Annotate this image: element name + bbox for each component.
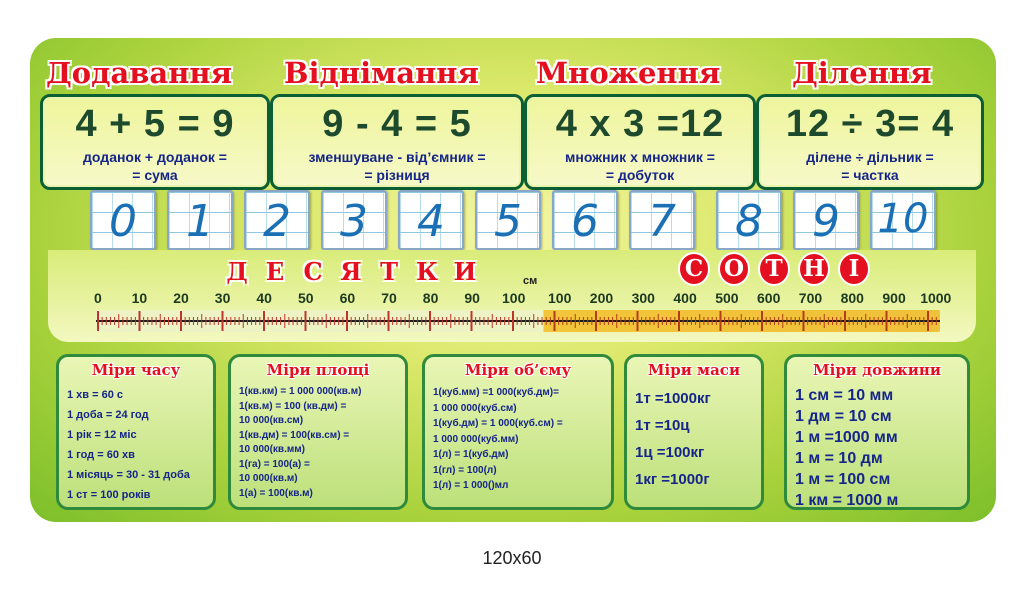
measure-line: 1(куб.мм) =1 000(куб.дм)= xyxy=(433,387,559,398)
digit-card-6 xyxy=(552,190,618,250)
measure-line: 1(гл) = 100(л) xyxy=(433,464,497,476)
measure-line: 1кг =1000г xyxy=(635,471,710,488)
mass-measures-box xyxy=(624,354,764,510)
measure-line: 1 рік = 12 міс xyxy=(67,429,137,441)
area-measures-title: Міри площі xyxy=(266,361,370,379)
ruler-tens-label: 50 xyxy=(298,290,314,306)
ruler-hundreds-label: 300 xyxy=(631,290,655,306)
measure-line: 1 м =1000 мм xyxy=(795,429,898,446)
digit-6: 6 xyxy=(571,196,599,247)
measure-line: 1 000 000(куб.мм) xyxy=(433,433,519,445)
measure-line: 1т =1000кг xyxy=(635,390,711,407)
subtraction-title: Віднімання xyxy=(284,56,479,90)
ruler-tens-label: 60 xyxy=(339,290,356,306)
size-label: 120x60 xyxy=(482,548,542,568)
division-card xyxy=(756,94,984,190)
ruler-tens-label: 80 xyxy=(422,290,439,306)
tens-letter-6: К xyxy=(416,257,438,286)
mass-measures-list xyxy=(635,385,757,493)
ruler-hundreds-label: 100 xyxy=(548,290,572,306)
ruler-hundreds-label: 900 xyxy=(882,290,906,306)
poster-board xyxy=(30,38,996,522)
ruler-hundreds-label: 600 xyxy=(757,290,781,306)
measure-line: 1(л) = 1(куб.дм) xyxy=(433,449,509,460)
ruler-tens-label: 0 xyxy=(94,290,102,306)
time-measures-box xyxy=(56,354,216,510)
measure-line: 1(га) = 100(а) = xyxy=(239,458,310,470)
volume-measures-box xyxy=(422,354,614,510)
volume-measures-title: Міри об’єму xyxy=(464,361,572,379)
measure-line: 1 м = 10 дм xyxy=(795,450,883,467)
measure-line: 1 дм = 10 см xyxy=(795,408,892,425)
measure-line: 1(куб.дм) = 1 000(куб.см) = xyxy=(433,418,563,429)
digit-card-2 xyxy=(244,190,310,250)
division-desc-line-2: = частка xyxy=(841,167,899,183)
digit-10: 10 xyxy=(877,196,929,242)
addition-card xyxy=(40,94,270,190)
volume-measures-list xyxy=(433,385,607,494)
division-desc-line-1: ділене ÷ дільник = xyxy=(806,149,934,165)
measure-line: 1 год = 60 хв xyxy=(67,449,135,461)
time-measures-list xyxy=(67,385,209,505)
measure-line: 1 місяць = 30 - 31 доба xyxy=(67,469,190,481)
multiplication-desc-line-2: = добуток xyxy=(605,167,675,183)
tens-letter-4: Я xyxy=(340,257,362,286)
ruler-hundreds-label: 700 xyxy=(798,290,823,306)
digit-4: 4 xyxy=(417,196,445,247)
tens-letter-1: Д xyxy=(226,257,248,286)
digit-0: 0 xyxy=(109,196,137,247)
digit-1: 1 xyxy=(186,196,214,247)
digit-5: 5 xyxy=(494,196,522,247)
digit-card-4 xyxy=(398,190,464,250)
measure-line: 1(л) = 1 000()мл xyxy=(433,480,509,491)
multiplication-card xyxy=(524,94,756,190)
ruler-bar xyxy=(96,310,940,332)
ruler-tens-label: 70 xyxy=(381,290,397,306)
digit-card-8 xyxy=(716,190,782,250)
subtraction-card xyxy=(270,94,524,190)
tens-letter-7: И xyxy=(453,257,477,286)
digit-card-3 xyxy=(321,190,387,250)
ruler-tens-label: 40 xyxy=(256,290,272,306)
measure-line: 1т =10ц xyxy=(635,417,690,434)
measure-line: 1 км = 1000 м xyxy=(795,492,899,509)
measure-line: 1 ст = 100 років xyxy=(67,489,151,501)
digit-3: 3 xyxy=(340,196,368,247)
length-measures-list xyxy=(795,385,963,511)
time-measures-title: Міри часу xyxy=(91,361,181,379)
addition-equation: 4 + 5 = 9 xyxy=(75,103,235,145)
measure-line: 10 000(кв.см) xyxy=(239,415,304,426)
ruler-hundreds-label: 500 xyxy=(715,290,739,306)
digit-card-9 xyxy=(793,190,859,250)
measure-line: 1(кв.м) = 100 (кв.дм) = xyxy=(239,400,347,412)
multiplication-equation: 4 x 3 =12 xyxy=(555,103,725,145)
ruler-hundreds-label: 1000 xyxy=(920,290,952,306)
length-measures-title: Міри довжини xyxy=(813,361,941,379)
digit-card-10 xyxy=(870,190,936,250)
digit-2: 2 xyxy=(263,196,291,247)
hundreds-letter-3: Т xyxy=(758,252,790,286)
multiplication-desc-line-1: множник х множник = xyxy=(565,149,715,165)
digit-card-1 xyxy=(167,190,233,250)
measure-line: 10 000(кв.мм) xyxy=(239,444,305,455)
measure-line: 1(а) = 100(кв.м) xyxy=(239,487,313,499)
measure-line: 1 хв = 60 с xyxy=(67,389,123,401)
digit-7: 7 xyxy=(648,196,676,247)
ruler-tens-label: 10 xyxy=(131,290,148,306)
ruler-hundreds-label: 800 xyxy=(840,290,864,306)
multiplication-title: Множення xyxy=(536,56,721,90)
hundreds-letter-5: І xyxy=(838,252,870,286)
division-title: Ділення xyxy=(792,56,932,90)
digit-8: 8 xyxy=(735,196,763,247)
ruler-tens-label: 20 xyxy=(173,290,189,306)
hundreds-letter-2: О xyxy=(718,252,750,286)
ruler-unit: см xyxy=(523,275,538,287)
addition-desc-line-2: = сума xyxy=(132,167,178,183)
ruler-hundreds-label: 400 xyxy=(673,290,697,306)
ruler-tens-label: 100 xyxy=(502,290,526,306)
digit-card-5 xyxy=(475,190,541,250)
subtraction-desc-line-2: = різниця xyxy=(364,167,430,183)
subtraction-equation: 9 - 4 = 5 xyxy=(322,103,472,145)
digit-9: 9 xyxy=(812,196,840,247)
division-equation: 12 ÷ 3= 4 xyxy=(785,103,955,145)
measure-line: 1ц =100кг xyxy=(635,444,705,461)
tens-letter-2: Е xyxy=(265,257,285,286)
ruler-tens-label: 90 xyxy=(464,290,480,306)
hundreds-letter-4: Н xyxy=(798,252,830,286)
subtraction-desc-line-1: зменшуване - від’ємник = xyxy=(308,149,486,165)
hundreds-letter-1: С xyxy=(678,252,710,286)
tens-letter-5: Т xyxy=(380,257,398,286)
measure-line: 1 000 000(куб.см) xyxy=(433,402,517,414)
measure-line: 1(кв.км) = 1 000 000(кв.м) xyxy=(239,386,362,397)
length-measures-box xyxy=(784,354,970,510)
tens-letter-3: С xyxy=(303,257,323,286)
digit-card-7 xyxy=(629,190,695,250)
measure-line: 1(кв.дм) = 100(кв.см) = xyxy=(239,429,350,441)
ruler-tens-label: 30 xyxy=(214,290,231,306)
measure-line: 1 доба = 24 год xyxy=(67,409,149,421)
ruler-hundreds-label: 200 xyxy=(589,290,614,306)
measure-line: 10 000(кв.м) xyxy=(239,473,298,484)
addition-title: Додавання xyxy=(46,56,233,90)
area-measures-list xyxy=(239,385,401,501)
mass-measures-title: Міри маси xyxy=(647,361,741,379)
addition-desc-line-1: доданок + доданок = xyxy=(83,149,227,165)
area-measures-box xyxy=(228,354,408,510)
measure-line: 1 м = 100 см xyxy=(795,471,891,488)
measure-line: 1 см = 10 мм xyxy=(795,387,894,404)
digit-card-0 xyxy=(90,190,156,250)
ruler-ticks xyxy=(96,310,940,332)
